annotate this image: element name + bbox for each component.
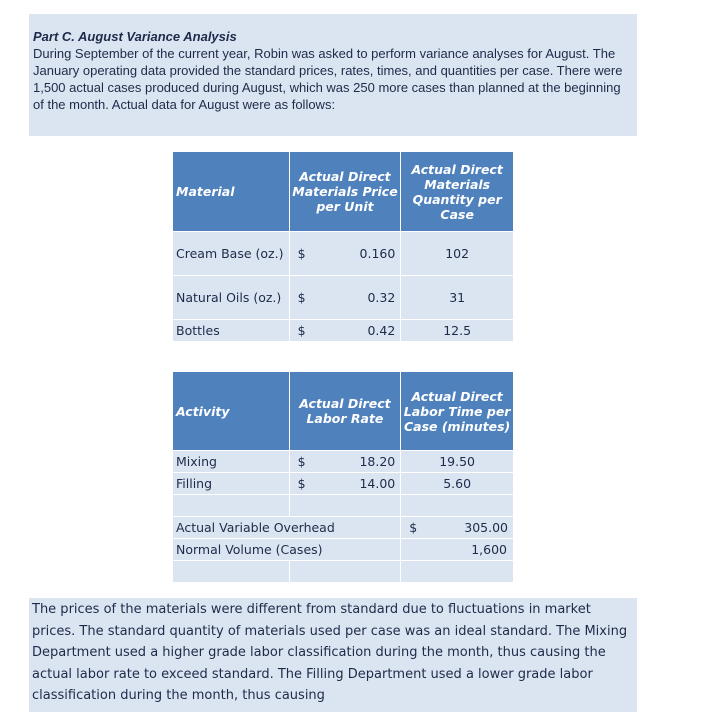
intro-paragraph: During September of the current year, Robin was asked to perform variance analyses for August. The January operating data provided the standard prices, rates, times, and quantities per case. There were 1,500 actual cases produced during August, which was 250 more cases than planned at the beginning of the month. Actual data for August were as follows: [33,46,623,112]
intro-section [29,14,637,136]
volume-label: Normal Volume (Cases) [173,539,401,561]
currency-symbol: $ [297,454,306,469]
material-name: Natural Oils (oz.) [173,276,290,320]
labor-table [172,371,514,583]
labor-rate-header: Actual Direct Labor Rate [289,372,401,451]
empty-cell [173,561,290,583]
volume-value: 1,600 [401,539,514,561]
empty-cell [289,561,401,583]
price-value: 0.42 [367,323,396,338]
currency-symbol: $ [297,246,306,261]
material-header: Material [173,152,290,232]
footer-section [29,598,637,712]
rate-value: 18.20 [359,454,396,469]
empty-cell [401,495,514,517]
price-cell [289,276,401,320]
activity-header: Activity [173,372,290,451]
rate-cell [289,451,401,473]
footer-paragraph: The prices of the materials were different from standard due to fluctuations in market prices. The standard quantity of materials used per case was an ideal standard. The Mixing Department used a higher grade labor classification during the month, thus causing the actual labor rate to exceed standard. The Filling Department used a lower grade labor classification during the month, thus causing [32,602,628,703]
quantity-header: Actual Direct Materials Quantity per Case [401,152,514,232]
price-cell [289,320,401,342]
overhead-cell [401,517,514,539]
currency-symbol: $ [297,290,306,305]
quantity-value: 102 [401,232,514,276]
price-header: Actual Direct Materials Price per Unit [289,152,401,232]
overhead-label: Actual Variable Overhead [173,517,401,539]
empty-cell [401,561,514,583]
quantity-value: 31 [401,276,514,320]
labor-time-header: Actual Direct Labor Time per Case (minutes) [401,372,514,451]
quantity-value: 12.5 [401,320,514,342]
activity-name: Filling [173,473,290,495]
activity-name: Mixing [173,451,290,473]
price-cell [289,232,401,276]
time-value: 19.50 [401,451,514,473]
price-value: 0.160 [359,246,396,261]
currency-symbol: $ [297,323,306,338]
price-value: 0.32 [367,290,396,305]
material-name: Bottles [173,320,290,342]
material-name: Cream Base (oz.) [173,232,290,276]
currency-symbol: $ [297,476,306,491]
section-title: Part C. August Variance Analysis [33,29,237,44]
rate-value: 14.00 [359,476,396,491]
materials-table [172,151,514,342]
currency-symbol: $ [409,520,418,535]
time-value: 5.60 [401,473,514,495]
empty-cell [289,495,401,517]
rate-cell [289,473,401,495]
empty-cell [173,495,290,517]
overhead-value: 305.00 [464,520,508,535]
